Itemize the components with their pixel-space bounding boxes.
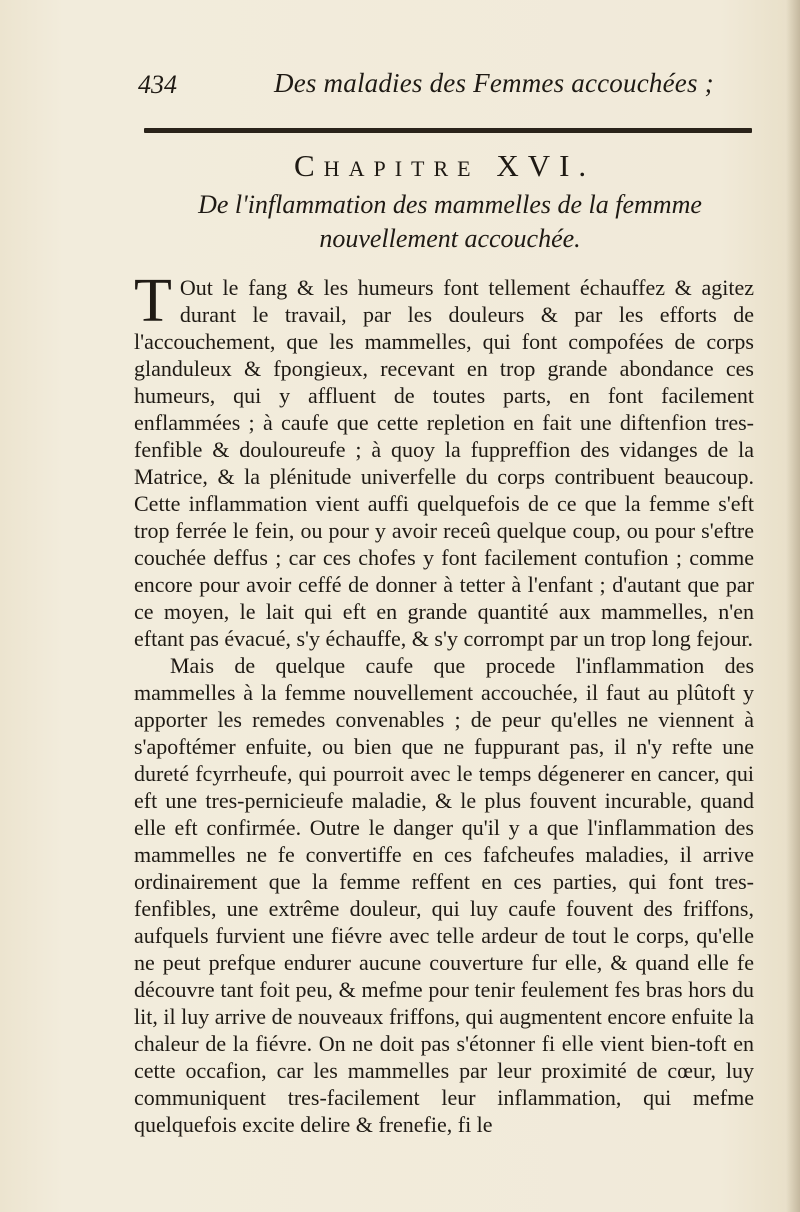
- body-text: [134, 267, 754, 1138]
- section-title: De l'inflammation des mammelles de la femmme nouvellement accouchée.: [198, 190, 702, 253]
- running-head: Des maladies des Femmes accouchées ;: [274, 68, 714, 98]
- drop-cap: T: [134, 267, 172, 335]
- page-header: [138, 70, 758, 110]
- chapter-title: Chapitre XVI.: [294, 148, 596, 183]
- paragraph-2-text: Mais de quelque caufe que procede l'inflammation des mammelles à la femme nouvellement accouchée, il faut au plûtoft y apporter les remedes convenables ; de peur qu'elles ne viennent à s'apoftémer enfuite, ou bien que ne fuppurant pas, il n'y refte une dureté fcyrrheufe, qui pourroit avec le temps dégenerer en cancer, qui eft une tres-pernicieufe maladie, & le plus fouvent incurable, quand elle eft confirmée. Outre le danger qu'il y a que l'inflammation des mammelles ne fe convertiffe en ces fafcheufes maladies, il arrive ordinairement que la femme reffent en ces parties, qui font tres-fenfibles, une extrême douleur, qui luy caufe fouvent des friffons, aufquels furvient une fiévre avec telle ardeur de tout le corps, qu'elle ne peut prefque endurer aucune couverture fur elle, & quand elle fe découvre tant foit peu, & mefme pour tenir feulement fes bras hors du lit, il luy arrive de nouveaux friffons, qui augmentent encore enfuite la chaleur de la fiévre. On ne doit pas s'étonner fi elle vient bien-toft en cette occafion, car les mammelles par leur proximité de cœur, luy communiquent tres-facilement leur inflammation, qui mefme quelquefois excite delire & frenefie, fi le: [134, 653, 754, 1137]
- paragraph-1: [134, 267, 754, 652]
- paragraph-2: [134, 652, 754, 1138]
- page-number: 434: [138, 70, 177, 99]
- page-edge-shadow: [786, 0, 800, 1212]
- paragraph-1-text: Out le fang & les humeurs font tellement échauffez & agitez durant le travail, par les douleurs & par les efforts de l'accouchement, que les mammelles, qui font compofées de corps glanduleux & fpongieux, recevant en trop grande abondance ces humeurs, qui y affluent de toutes parts, en font facilement enflammées ; à caufe que cette repletion en fait une diftenfion tres-fenfible & douloureufe ; à quoy la fuppreffion des vidanges de la Matrice, & la plénitude univerfelle du corps contribuent beaucoup. Cette inflammation vient auffi quelquefois de ce que la femme s'eft trop ferrée le fein, ou pour y avoir receû quelque coup, ou pour s'eftre couchée deffus ; car ces chofes y font facilement contufion ; comme encore pour avoir ceffé de donner à tetter à l'enfant ; d'autant que par ce moyen, le lait qui eft en grande quantité aux mammelles, n'en eftant pas évacué, s'y échauffe, & s'y corrompt par un trop long fejour.: [134, 275, 754, 651]
- header-rule: [144, 128, 752, 133]
